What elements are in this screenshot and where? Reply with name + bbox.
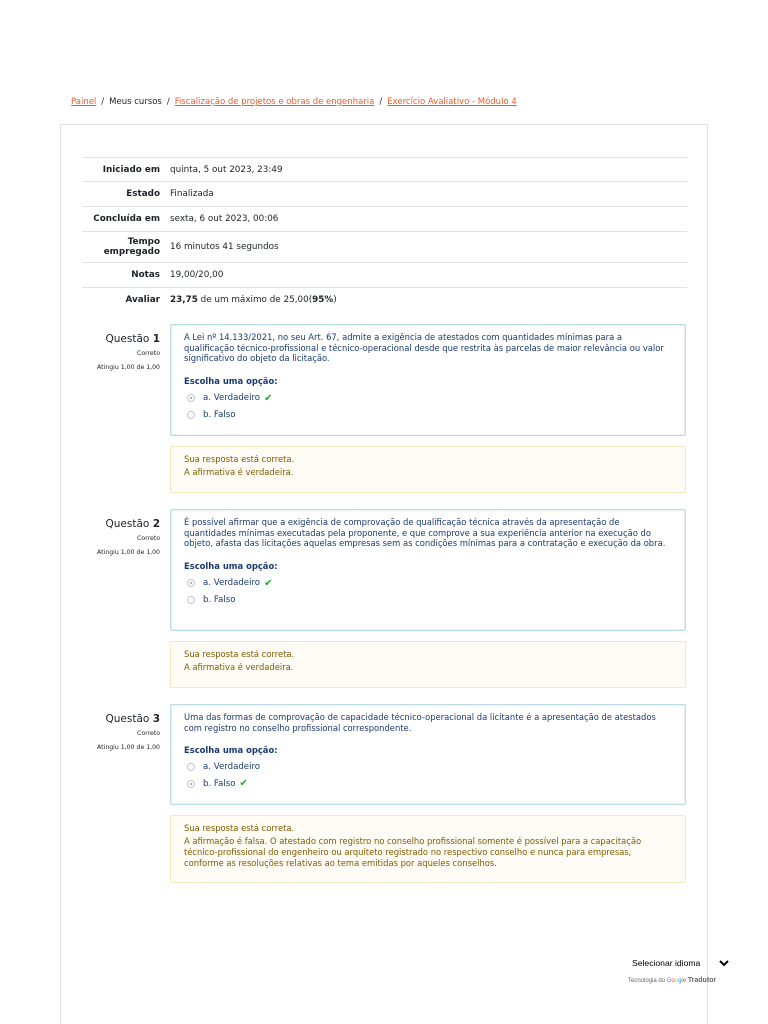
- breadcrumb-link-course[interactable]: Fiscalização de projetos e obras de engenharia: [174, 97, 375, 107]
- summary-label: Estado: [126, 189, 160, 199]
- option-label: b. Falso: [203, 409, 236, 420]
- attempt-summary-table: [82, 157, 687, 312]
- question-number-value: 2: [152, 518, 160, 530]
- check-icon: ✔: [264, 392, 273, 404]
- question-state: Correto: [137, 535, 160, 542]
- breadcrumb-separator: /: [379, 97, 383, 107]
- question-state: Correto: [137, 350, 160, 357]
- feedback-correctness: Sua resposta está correta.: [184, 823, 295, 833]
- question-info: [70, 333, 160, 371]
- breadcrumb-link-painel[interactable]: Painel: [71, 97, 97, 107]
- question-grade: Atingiu 1,00 de 1,00: [97, 549, 160, 556]
- summary-row-marks: [82, 263, 687, 288]
- summary-value: 16 minutos 41 segundos: [170, 242, 279, 252]
- answer-prompt: Escolha uma opção:: [184, 375, 278, 386]
- radio-button[interactable]: [187, 411, 195, 419]
- summary-label: Avaliar: [125, 295, 160, 305]
- translator-text: Tradutor: [687, 977, 717, 984]
- translate-attribution: [628, 977, 738, 984]
- question-number-value: 3: [152, 713, 160, 725]
- breadcrumb: [71, 97, 517, 107]
- question-label: Questão: [105, 518, 150, 530]
- question-info: [70, 518, 160, 556]
- question-formulation: [170, 509, 686, 631]
- summary-value: sexta, 6 out 2023, 00:06: [170, 214, 279, 224]
- radio-button[interactable]: [187, 596, 195, 604]
- summary-value: 19,00/20,00: [170, 270, 224, 280]
- question-label: Questão: [105, 713, 150, 725]
- question-grade: Atingiu 1,00 de 1,00: [97, 744, 160, 751]
- check-icon: ✔: [239, 778, 248, 789]
- question-formulation: [170, 704, 686, 805]
- summary-label: Iniciado em: [102, 164, 160, 175]
- summary-value: Finalizada: [170, 189, 214, 199]
- powered-by-text: Tecnologia do: [628, 978, 666, 984]
- feedback-general: A afirmação é falsa. O atestado com registro no conselho profissional somente é possível para a capacitação técnico-profissional do engenheiro ou arquiteto registrado no respectivo conselho e nunca para empresas, conforme as resoluções relativas ao tema emitidas por aqueles conselhos.: [184, 836, 642, 868]
- question-feedback: [170, 446, 686, 493]
- breadcrumb-link-quiz[interactable]: Exercício Avaliativo - Módulo 4: [387, 97, 517, 107]
- summary-label: Concluída em: [93, 214, 160, 224]
- question-number: [70, 333, 160, 345]
- summary-label: Notas: [131, 270, 160, 280]
- answer-prompt: Escolha uma opção:: [184, 745, 278, 755]
- feedback-general: A afirmativa é verdadeira.: [184, 467, 294, 477]
- question-text: É possível afirmar que a exigência de comprovação de qualificação técnica através da apresentação de quantidades mínimas executadas pela proponente, e que comprove a sua experiência anterior na execução do objeto, afasta das licitações aquelas empresas sem as condições mínimas para a contratação e execução da obra.: [184, 517, 666, 548]
- summary-row-grade: [82, 288, 687, 312]
- answer-prompt: Escolha uma opção:: [184, 560, 278, 571]
- question-text: A Lei nº 14.133/2021, no seu Art. 67, admite a exigência de atestados com quantidades mínimas para a qualificação técnico-profissional e técnico-operacional desde que restrita às parcelas de maior relevância ou valor significativo do objeto da licitação.: [184, 332, 664, 363]
- grade-close-paren: ): [333, 295, 337, 305]
- option-label: a. Verdadeiro: [203, 762, 261, 772]
- question-number: [70, 518, 160, 530]
- summary-row-started: [82, 158, 687, 182]
- summary-row-time-taken: [82, 232, 687, 263]
- radio-button[interactable]: [187, 780, 195, 788]
- breadcrumb-separator: /: [101, 97, 105, 107]
- radio-button[interactable]: [187, 763, 195, 771]
- breadcrumb-separator: /: [166, 97, 170, 107]
- question-label: Questão: [105, 333, 150, 345]
- feedback-general: A afirmativa é verdadeira.: [184, 662, 294, 672]
- option-label: b. Falso: [203, 778, 236, 789]
- language-select[interactable]: [628, 956, 732, 970]
- answer-option-a[interactable]: [187, 393, 672, 404]
- option-label: a. Verdadeiro: [203, 393, 261, 403]
- feedback-correctness: Sua resposta está correta.: [184, 454, 295, 464]
- option-label: a. Verdadeiro: [203, 578, 261, 588]
- feedback-correctness: Sua resposta está correta.: [184, 649, 295, 659]
- question-info: [70, 713, 160, 751]
- question-number-value: 1: [152, 333, 160, 345]
- summary-row-state: [82, 182, 687, 207]
- radio-button[interactable]: [187, 579, 195, 587]
- radio-button[interactable]: [187, 394, 195, 402]
- question-state: Correto: [137, 730, 160, 737]
- answer-option-b[interactable]: [187, 595, 672, 605]
- question-formulation: [170, 324, 686, 436]
- summary-label: Tempo empregado: [103, 237, 160, 257]
- question-text: Uma das formas de comprovação de capacidade técnico-operacional da licitante é a apresentação de atestados com registro no conselho profissional correspondente.: [184, 712, 656, 733]
- answer-option-b[interactable]: [187, 410, 672, 420]
- answer-option-a[interactable]: [187, 762, 672, 772]
- breadcrumb-item-meus-cursos: Meus cursos: [109, 97, 162, 107]
- summary-value: quinta, 5 out 2023, 23:49: [170, 164, 283, 175]
- grade-max-text: de um máximo de 25,00(: [197, 295, 313, 305]
- google-translate-widget: [628, 953, 738, 984]
- grade-percent: 95%: [312, 295, 334, 305]
- google-logo[interactable]: Google: [666, 978, 687, 984]
- check-icon: ✔: [264, 577, 273, 589]
- question-grade: Atingiu 1,00 de 1,00: [97, 364, 160, 371]
- answer-option-b[interactable]: [187, 778, 672, 789]
- question-number: [70, 713, 160, 725]
- grade-value: 23,75: [170, 295, 198, 305]
- summary-value: [170, 295, 337, 305]
- question-feedback: [170, 815, 686, 883]
- option-label: b. Falso: [203, 594, 236, 605]
- summary-row-completed: [82, 207, 687, 232]
- answer-option-a[interactable]: [187, 578, 672, 589]
- question-feedback: [170, 641, 686, 688]
